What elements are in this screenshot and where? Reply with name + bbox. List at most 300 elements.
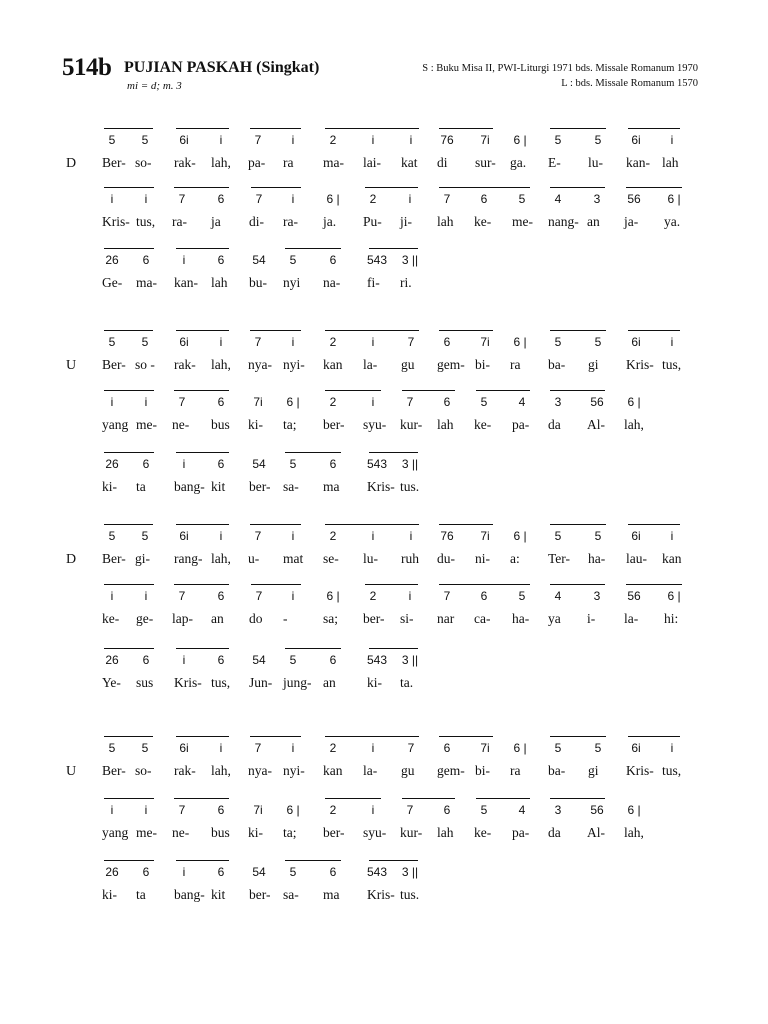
music-system <box>0 648 768 692</box>
note-number: 6 <box>443 741 451 755</box>
note-number: i <box>670 529 674 543</box>
note-number: 3 <box>554 395 562 409</box>
music-system <box>0 798 768 842</box>
beam-line <box>176 860 229 861</box>
lyric-syllable: hi: <box>664 611 679 626</box>
lyric-syllable: ra <box>283 155 294 170</box>
note-number: 6 <box>217 865 225 879</box>
beam-line <box>104 128 153 129</box>
note-number: 7 <box>254 741 262 755</box>
lyric-syllable: nyi- <box>283 763 305 778</box>
lyric-syllable: Kris- <box>174 675 202 690</box>
lyric-syllable: an <box>323 675 336 690</box>
beam-line <box>369 860 418 861</box>
beam-line <box>176 248 229 249</box>
note-number: 6 <box>217 395 225 409</box>
note-number: 6 <box>329 653 337 667</box>
note-number: i <box>144 589 148 603</box>
lyric-syllable: tus. <box>400 479 420 494</box>
lyric-syllable: pa- <box>512 825 530 840</box>
beam-line <box>250 736 301 737</box>
lyric-syllable: Ber- <box>102 357 126 372</box>
beam-line <box>550 330 606 331</box>
beam-line <box>176 128 229 129</box>
voice-label: U <box>66 764 77 779</box>
note-number: 5 <box>594 529 602 543</box>
note-number: i <box>182 457 186 471</box>
lyric-syllable: kan <box>323 763 343 778</box>
beam-line <box>176 648 229 649</box>
beam-line <box>104 860 154 861</box>
lyric-syllable: ra <box>510 357 521 372</box>
beam-line <box>176 524 229 525</box>
lyric-syllable: lu- <box>588 155 603 170</box>
note-number: i <box>144 395 148 409</box>
note-number: i <box>219 133 223 147</box>
note-number: i <box>144 803 148 817</box>
lyric-syllable: ja- <box>624 214 639 229</box>
note-number: 6 | <box>326 589 340 603</box>
note-number: 5 <box>554 335 562 349</box>
note-number: 26 <box>105 457 119 471</box>
beam-line <box>251 584 301 585</box>
lyric-syllable: ra- <box>283 214 298 229</box>
note-number: 5 <box>289 865 297 879</box>
hymn-number: 514b <box>62 54 112 81</box>
lyric-syllable: yang <box>102 825 129 840</box>
lyric-syllable: bi- <box>475 357 490 372</box>
note-number: 6 <box>443 335 451 349</box>
beam-line <box>550 798 605 799</box>
beam-line <box>626 187 682 188</box>
lyric-syllable: Jun- <box>249 675 273 690</box>
lyric-syllable: pa- <box>512 417 530 432</box>
note-number: 2 <box>329 335 337 349</box>
lyric-syllable: ja <box>211 214 221 229</box>
note-number: i <box>408 192 412 206</box>
beam-line <box>550 187 605 188</box>
lyric-syllable: da <box>548 825 561 840</box>
note-number: 5 <box>480 395 488 409</box>
note-number: 7 <box>254 335 262 349</box>
beam-line <box>104 798 154 799</box>
lyric-syllable: ji- <box>400 214 412 229</box>
note-number: 7 <box>407 335 415 349</box>
note-number: 5 <box>554 741 562 755</box>
note-number: 56 <box>627 192 641 206</box>
lyric-syllable: ta <box>136 887 146 902</box>
note-number: i <box>670 741 674 755</box>
beam-line <box>176 736 229 737</box>
lyric-syllable: du- <box>437 551 455 566</box>
lyric-syllable: se- <box>323 551 339 566</box>
note-number: 6 <box>142 653 150 667</box>
note-number: i <box>110 803 114 817</box>
lyric-syllable: me- <box>512 214 533 229</box>
lyric-syllable: gi <box>588 357 599 372</box>
note-number: i <box>110 395 114 409</box>
note-number: 3 <box>554 803 562 817</box>
beam-line <box>476 390 530 391</box>
beam-line <box>176 452 229 453</box>
note-number: 7 <box>178 589 186 603</box>
lyric-syllable: ra <box>510 763 521 778</box>
note-number: 6 | <box>513 529 527 543</box>
lyric-syllable: ge- <box>136 611 154 626</box>
note-number: i <box>219 529 223 543</box>
note-number: 7 <box>407 741 415 755</box>
beam-line <box>325 128 419 129</box>
lyric-syllable: lap- <box>172 611 193 626</box>
music-system <box>0 452 768 496</box>
lyric-syllable: sa- <box>283 887 299 902</box>
lyric-syllable: ruh <box>401 551 419 566</box>
lyric-syllable: ma <box>323 479 340 494</box>
note-number: 6i <box>631 529 641 543</box>
lyric-syllable: ma- <box>323 155 344 170</box>
note-number: 6 <box>217 589 225 603</box>
beam-line <box>104 584 154 585</box>
note-number: i <box>409 529 413 543</box>
note-number: 5 <box>518 192 526 206</box>
beam-line <box>550 390 605 391</box>
text-source: S : Buku Misa II, PWI-Liturgi 1971 bds. Missale Romanum 1970 <box>422 63 698 74</box>
beam-line <box>369 452 418 453</box>
lyric-syllable: ber- <box>323 417 345 432</box>
note-number: 5 <box>141 741 149 755</box>
note-number: 6 <box>142 865 150 879</box>
note-number: i <box>371 395 375 409</box>
lyric-syllable: gi- <box>135 551 150 566</box>
lyric-syllable: kur- <box>400 825 423 840</box>
beam-line <box>174 187 229 188</box>
lyric-syllable: rang- <box>174 551 203 566</box>
lyric-syllable: nar <box>437 611 455 626</box>
lyric-syllable: lah <box>437 825 454 840</box>
lyric-syllable: sa; <box>323 611 338 626</box>
beam-line <box>325 390 381 391</box>
key-signature: mi = d; m. 3 <box>127 80 182 92</box>
lyric-syllable: E- <box>548 155 561 170</box>
beam-line <box>174 390 229 391</box>
note-number: 26 <box>105 653 119 667</box>
beam-line <box>628 128 680 129</box>
lyric-syllable: ca- <box>474 611 491 626</box>
lyric-syllable: bang- <box>174 887 205 902</box>
note-number: 6i <box>179 335 189 349</box>
beam-line <box>104 648 154 649</box>
note-number: 5 <box>108 335 116 349</box>
note-number: i <box>291 133 295 147</box>
note-number: 6i <box>179 529 189 543</box>
note-number: 7i <box>480 529 490 543</box>
lyric-syllable: Ber- <box>102 763 126 778</box>
note-number: 56 <box>627 589 641 603</box>
beam-line <box>285 248 341 249</box>
note-number: i <box>408 589 412 603</box>
note-number: 54 <box>252 653 266 667</box>
lyric-syllable: ber- <box>323 825 345 840</box>
note-number: 6 | <box>513 133 527 147</box>
lyric-syllable: lah, <box>624 417 644 432</box>
note-number: 5 <box>108 529 116 543</box>
note-number: 6 <box>443 803 451 817</box>
lyric-syllable: ni- <box>475 551 490 566</box>
beam-line <box>104 524 153 525</box>
beam-line <box>325 330 419 331</box>
note-number: 2 <box>369 589 377 603</box>
note-number: i <box>371 529 375 543</box>
lyric-syllable: di <box>437 155 448 170</box>
note-number: 6i <box>631 133 641 147</box>
lyric-syllable: tus, <box>211 675 231 690</box>
beam-line <box>439 330 493 331</box>
lyric-syllable: Pu- <box>363 214 382 229</box>
beam-line <box>402 390 455 391</box>
note-number: 7 <box>443 192 451 206</box>
lyric-syllable: ta; <box>283 417 297 432</box>
beam-line <box>285 648 341 649</box>
note-number: 543 <box>366 253 388 267</box>
voice-label: D <box>66 156 77 171</box>
note-number: 6 <box>142 253 150 267</box>
lyric-syllable: syu- <box>363 825 387 840</box>
beam-line <box>628 524 680 525</box>
lyric-syllable: ber- <box>363 611 385 626</box>
note-number: 6 <box>217 253 225 267</box>
note-number: 5 <box>108 133 116 147</box>
lyric-syllable: tus, <box>662 763 682 778</box>
lyric-syllable: lah <box>211 275 228 290</box>
lyric-syllable: ke- <box>102 611 120 626</box>
note-number: 6 | <box>667 589 681 603</box>
note-number: i <box>182 653 186 667</box>
note-number: 7 <box>254 133 262 147</box>
note-number: 7 <box>443 589 451 603</box>
lyric-syllable: lah <box>662 155 679 170</box>
lyric-syllable: ki- <box>367 675 382 690</box>
lyric-syllable: Ber- <box>102 155 126 170</box>
lyric-syllable: ga. <box>510 155 527 170</box>
music-system <box>0 736 768 780</box>
lyric-syllable: ki- <box>102 479 117 494</box>
lyric-syllable: tus, <box>136 214 156 229</box>
lyric-syllable: ba- <box>548 357 566 372</box>
lyric-syllable: na- <box>323 275 341 290</box>
lyric-syllable: lu- <box>363 551 378 566</box>
note-number: 6 <box>217 192 225 206</box>
note-number: 2 <box>329 529 337 543</box>
music-system <box>0 860 768 904</box>
music-system <box>0 584 768 628</box>
lyric-syllable: fi- <box>367 275 380 290</box>
lyric-syllable: ya. <box>664 214 681 229</box>
note-number: i <box>219 335 223 349</box>
beam-line <box>251 187 301 188</box>
note-number: 7i <box>253 803 263 817</box>
beam-line <box>174 798 229 799</box>
note-number: 4 <box>554 589 562 603</box>
note-number: i <box>291 529 295 543</box>
lyric-syllable: i- <box>587 611 596 626</box>
voice-label: U <box>66 358 77 373</box>
lyric-syllable: la- <box>363 763 378 778</box>
beam-line <box>285 452 341 453</box>
lyric-syllable: ki- <box>248 825 263 840</box>
beam-line <box>402 798 455 799</box>
lyric-syllable: mat <box>283 551 304 566</box>
note-number: i <box>409 133 413 147</box>
lyric-syllable: yang <box>102 417 129 432</box>
beam-line <box>476 798 530 799</box>
lyric-syllable: ke- <box>474 825 492 840</box>
beam-line <box>104 330 153 331</box>
beam-line <box>369 248 418 249</box>
note-number: 6 <box>217 457 225 471</box>
note-number: 6 <box>480 192 488 206</box>
note-number: 5 <box>289 457 297 471</box>
lyric-syllable: Ge- <box>102 275 123 290</box>
note-number: 5 <box>594 741 602 755</box>
music-system <box>0 128 768 172</box>
beam-line <box>365 584 418 585</box>
note-number: 6 <box>217 803 225 817</box>
note-number: 5 <box>141 133 149 147</box>
lyric-syllable: u- <box>248 551 260 566</box>
lyric-syllable: la- <box>363 357 378 372</box>
lyric-syllable: ki- <box>102 887 117 902</box>
lyric-syllable: - <box>283 611 288 626</box>
note-number: 6 | <box>513 335 527 349</box>
note-number: 3 <box>593 589 601 603</box>
beam-line <box>365 187 418 188</box>
lyric-syllable: an <box>211 611 224 626</box>
lyric-syllable: kan <box>662 551 682 566</box>
lyric-syllable: a: <box>510 551 520 566</box>
lyric-syllable: bus <box>211 417 230 432</box>
note-number: 6 <box>329 253 337 267</box>
lyric-syllable: nyi <box>283 275 301 290</box>
lyric-syllable: nyi- <box>283 357 305 372</box>
note-number: 543 <box>366 865 388 879</box>
lyric-syllable: pa- <box>248 155 266 170</box>
lyric-syllable: rak- <box>174 357 196 372</box>
lyric-syllable: ke- <box>474 417 492 432</box>
beam-line <box>325 798 381 799</box>
music-system <box>0 390 768 434</box>
note-number: 543 <box>366 653 388 667</box>
lyric-syllable: bu- <box>249 275 267 290</box>
beam-line <box>628 736 680 737</box>
beam-line <box>439 524 493 525</box>
lyric-syllable: so- <box>135 763 152 778</box>
lyric-syllable: lau- <box>626 551 647 566</box>
note-number: 3 || <box>401 457 419 471</box>
note-number: 6 <box>217 653 225 667</box>
lyric-syllable: so- <box>135 155 152 170</box>
note-number: 6 <box>329 457 337 471</box>
beam-line <box>550 736 606 737</box>
lyric-syllable: tus. <box>400 887 420 902</box>
lyric-syllable: Ye- <box>102 675 121 690</box>
lyric-syllable: kit <box>211 887 226 902</box>
note-number: 7 <box>406 803 414 817</box>
lyric-syllable: ri. <box>400 275 412 290</box>
lyric-syllable: ba- <box>548 763 566 778</box>
note-number: 26 <box>105 253 119 267</box>
lyric-syllable: gem- <box>437 357 465 372</box>
note-number: 7i <box>480 741 490 755</box>
lyric-syllable: lai- <box>363 155 381 170</box>
note-number: 4 <box>518 803 526 817</box>
lyric-syllable: bang- <box>174 479 205 494</box>
note-number: 76 <box>440 133 454 147</box>
lyric-syllable: gi <box>588 763 599 778</box>
lyric-syllable: ha- <box>588 551 606 566</box>
hymn-title: PUJIAN PASKAH (Singkat) <box>124 59 320 76</box>
lyric-syllable: ha- <box>512 611 530 626</box>
music-system <box>0 524 768 568</box>
note-number: 76 <box>440 529 454 543</box>
note-number: 6 | <box>326 192 340 206</box>
note-number: 5 <box>518 589 526 603</box>
lyric-syllable: di- <box>249 214 264 229</box>
lyric-syllable: kur- <box>400 417 423 432</box>
lyric-syllable: me- <box>136 825 157 840</box>
beam-line <box>369 648 418 649</box>
beam-line <box>104 736 153 737</box>
note-number: 56 <box>590 395 604 409</box>
note-number: 7 <box>254 529 262 543</box>
note-number: 7 <box>178 803 186 817</box>
note-number: 6 | <box>286 803 300 817</box>
note-number: 6i <box>179 133 189 147</box>
beam-line <box>550 524 606 525</box>
lyric-syllable: lah, <box>211 155 231 170</box>
lyric-syllable: Ter- <box>548 551 571 566</box>
music-system <box>0 248 768 292</box>
note-number: 2 <box>329 803 337 817</box>
lyric-syllable: ja. <box>323 214 337 229</box>
note-number: 543 <box>366 457 388 471</box>
lyric-syllable: kat <box>401 155 418 170</box>
note-number: 2 <box>369 192 377 206</box>
note-number: 3 || <box>401 865 419 879</box>
note-number: i <box>219 741 223 755</box>
lyric-syllable: lah <box>437 417 454 432</box>
lyric-syllable: Kris- <box>367 479 395 494</box>
lyric-syllable: do <box>249 611 263 626</box>
lyric-syllable: Kris- <box>626 357 654 372</box>
beam-line <box>250 128 301 129</box>
note-number: 7i <box>480 133 490 147</box>
note-number: 6 <box>142 457 150 471</box>
note-number: 2 <box>329 741 337 755</box>
lyric-syllable: tus, <box>662 357 682 372</box>
note-number: 3 || <box>401 253 419 267</box>
note-number: 5 <box>594 335 602 349</box>
lyric-syllable: bus <box>211 825 230 840</box>
lyric-syllable: lah, <box>211 357 231 372</box>
lyric-syllable: kan- <box>174 275 198 290</box>
note-number: 5 <box>594 133 602 147</box>
lyric-syllable: gu <box>401 357 415 372</box>
note-number: i <box>291 589 295 603</box>
note-number: i <box>110 192 114 206</box>
lyric-syllable: Ber- <box>102 551 126 566</box>
note-number: 5 <box>554 529 562 543</box>
lyric-syllable: ta. <box>400 675 414 690</box>
